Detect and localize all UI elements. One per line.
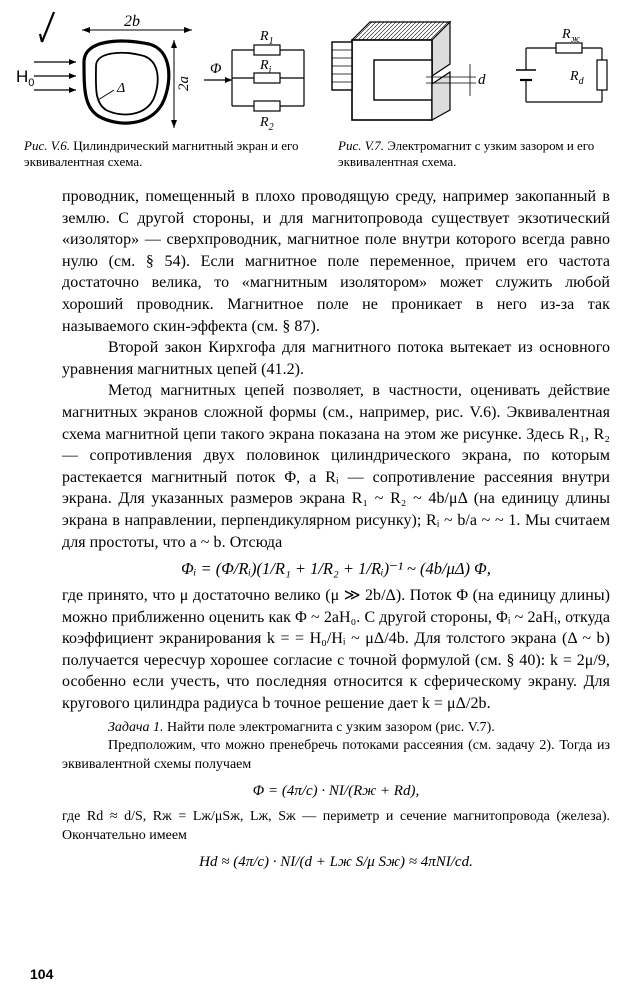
equation-2: Φ = (4π/c) · NI/(Rж + Rd),: [252, 783, 420, 800]
caption-label: Рис. V.7.: [338, 138, 384, 153]
task-1: [62, 719, 610, 738]
shield-diagram: [14, 0, 314, 135]
equation-1: Φᵢ = (Φ/Rᵢ)(1/R₁ + 1/R₂ + 1/Rᵢ)⁻¹ ~ (4b/μΔ) Φ,: [181, 559, 491, 579]
rd-label: $R_d$: [570, 69, 584, 87]
flux-label: Φ: [210, 61, 222, 77]
caption-text: Цилиндрический магнитный экран и его эквивалентная схема.: [24, 138, 299, 169]
figure-v7-caption: [338, 138, 618, 170]
rzh-label: $R_ж$: [562, 27, 580, 45]
ri-label: $R_i$: [260, 58, 272, 76]
page-number: 104: [30, 966, 54, 982]
paragraph-6: где Rd ≈ d/S, Rж = Lж/μSж, Lж, Sж — периметр и сечение магнитопровода (железа). Окончательно имеем: [62, 809, 610, 843]
figure-v7: [330, 0, 622, 175]
delta-label: Δ: [117, 81, 126, 96]
dim-2a-label: 2a: [176, 76, 192, 91]
paragraph-3: Метод магнитных цепей позволяет, в частности, оценивать действие магнитных экранов сложной формы (см., например, рис. V.6). Эквивалентная схема магнитной цепи такого экрана показана на этом же рисунке. Здесь R₁, R₂ — сопротивления двух половинок цилиндрического экрана, по которым растекается магнитный поток Φ, а Rᵢ — сопротивление рассеяния внутри экрана. Для указанных размеров экрана R₁ ~ R₂ ~ 4b/μΔ (на единицу длины экрана в направлении, перпендикулярном рисунку); Rᵢ ~ b/a ~ ~ 1. Мы считаем для простоты, что a ~ b. Отсюда: [62, 382, 610, 551]
equation-3: Hd ≈ (4π/c) · NI/(d + Lж S/μ Sж) ≈ 4πNI/cd.: [199, 853, 473, 870]
field-h0-label: $H_0$: [16, 67, 35, 89]
main-text: [62, 186, 610, 879]
paragraph-1: проводник, помещенный в плохо проводящую среду, например закопанный в землю. С другой стороны, и для магнитопровода существует экзотический «изолятор» — сверхпроводник, магнитное поле внутри которого всегда равно нулю (см. § 54). Если магнитное поле переменное, причем его частота достаточно велика, то «магнитным изолятором» может служить любой хороший проводник. Магнитное поле не проникает в него из-за так называемого скин-эффекта (см. § 87).: [62, 188, 610, 335]
caption-text: Электромагнит с узким зазором и его эквивалентная схема.: [338, 138, 595, 169]
paragraph-5: Предположим, что можно пренебречь потоками рассеяния (см. задачу 2). Тогда из эквивалентной схемы получаем: [62, 738, 610, 773]
paragraph-2: Второй закон Кирхгофа для магнитного потока вытекает из основного уравнения магнитных цепей (41.2).: [62, 339, 610, 378]
gap-d-label: d: [478, 72, 486, 88]
figure-v6-caption: [24, 138, 324, 170]
paragraph-4: где принято, что μ достаточно велико (μ ≫ 2b/Δ). Поток Φ (на единицу длины) можно приближенно оценить как Φ ~ 2aH₀. С другой стороны, Φᵢ ~ 2aHᵢ, откуда коэффициент экранирования k = = H₀/Hᵢ ~ μΔ/4b. Для толстого экрана (Δ ~ b) получается чересчур хорошее согласие с точной формулой (см. § 40): k = 2μ/9, особенно если учесть, что последняя относится к сферическому экрану. Для кругового цилиндра радиуса b точное решение дает k = μΔ/2b.: [62, 587, 610, 713]
task-label: Задача 1.: [108, 719, 164, 735]
r2-label: $R_2$: [260, 115, 274, 133]
figure-v6: [14, 0, 314, 175]
task-text: Найти поле электромагнита с узким зазором (рис. V.7).: [167, 719, 495, 735]
dim-2b-label: 2b: [124, 13, 140, 30]
caption-label: Рис. V.6.: [24, 138, 70, 153]
electromagnet-diagram: [330, 0, 622, 135]
r1-label: $R_1$: [260, 29, 274, 47]
